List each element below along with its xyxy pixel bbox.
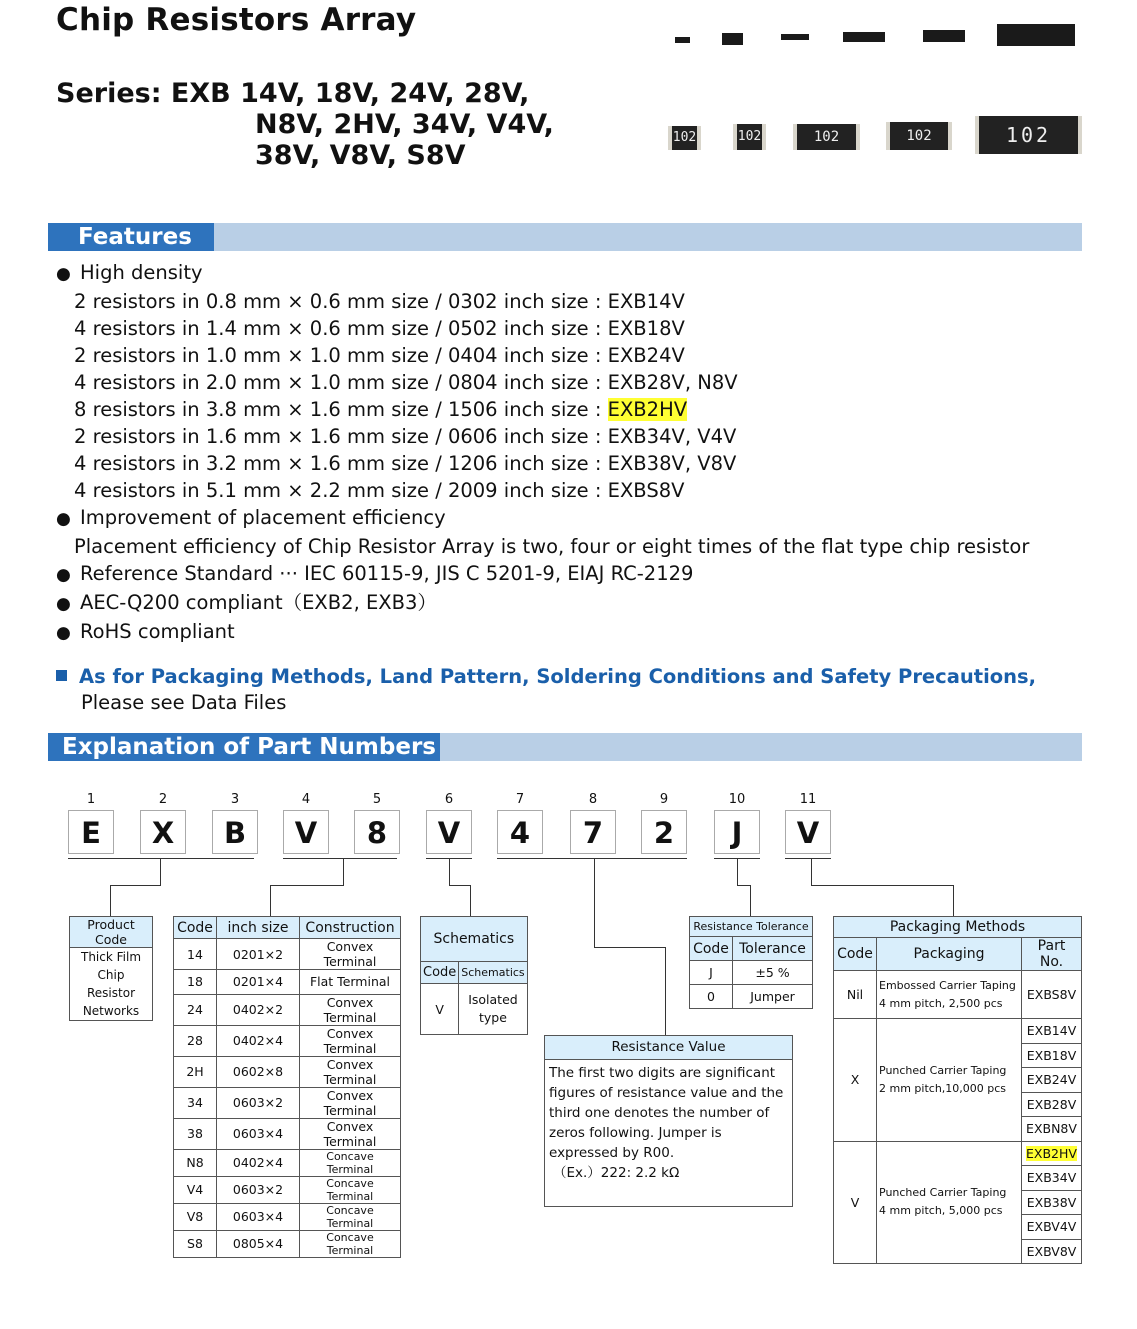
- feature-bullet: ● High density: [56, 259, 1029, 288]
- table-row: [174, 1025, 401, 1056]
- series-line-1: Series: EXB 14V, 18V, 24V, 28V,: [56, 78, 530, 109]
- part-no: EXB28V: [1022, 1092, 1082, 1117]
- size-code: 24: [174, 994, 217, 1025]
- feature-line: 4 resistors in 1.4 mm × 0.6 mm size / 0502 inch size : EXB18V: [74, 317, 685, 340]
- packaging-title: Packaging Methods: [834, 917, 1082, 938]
- inch-size: 0402×2: [217, 994, 300, 1025]
- construction: Convex Terminal: [300, 1118, 401, 1149]
- table-row: [174, 1118, 401, 1149]
- tolerance-value: Jumper: [733, 985, 813, 1009]
- feature-line: 2 resistors in 1.0 mm × 1.0 mm size / 0404 inch size : EXB24V: [74, 344, 685, 367]
- features-heading: Features: [48, 223, 214, 251]
- part-no: EXBV4V: [1022, 1215, 1082, 1240]
- part-char: V: [283, 810, 329, 854]
- tolerance-table: [689, 916, 813, 1009]
- schematic-type: Isolated type: [459, 984, 527, 1035]
- features-list: [56, 259, 1029, 647]
- size-code: 2H: [174, 1056, 217, 1087]
- digit-position: 11: [799, 792, 817, 807]
- feature-bullet: ● Improvement of placement efficiency: [56, 504, 1029, 533]
- inch-size: 0603×4: [217, 1203, 300, 1230]
- part-no: EXB34V: [1022, 1166, 1082, 1191]
- feature-bullet: ● Reference Standard ··· IEC 60115-9, JIS C 5201-9, EIAJ RC-2129: [56, 560, 1029, 589]
- inch-size: 0603×2: [217, 1087, 300, 1118]
- feature-bullet: ● AEC-Q200 compliant（EXB2, EXB3）: [56, 589, 1029, 618]
- chip-photo: [923, 30, 965, 42]
- digit-position: 2: [158, 792, 168, 807]
- tolerance-code: 0: [690, 985, 733, 1009]
- feature-line: 8 resistors in 3.8 mm × 1.6 mm size / 1506 inch size : EXB2HV: [74, 398, 688, 421]
- col-header: Part No.: [1022, 938, 1082, 971]
- part-no: EXB14V: [1022, 1019, 1082, 1044]
- feature-line: 4 resistors in 5.1 mm × 2.2 mm size / 2009 inch size : EXBS8V: [74, 479, 685, 502]
- inch-size: 0805×4: [217, 1230, 300, 1257]
- feature-bullet: ● RoHS compliant: [56, 618, 1029, 647]
- schematics-title: Schematics: [421, 917, 528, 962]
- part-char: 8: [354, 810, 400, 854]
- table-row: [174, 1176, 401, 1203]
- feature-line: 4 resistors in 2.0 mm × 1.0 mm size / 0804 inch size : EXB28V, N8V: [74, 371, 738, 394]
- size-code: 18: [174, 970, 217, 995]
- digit-position: 5: [372, 792, 382, 807]
- col-header: Tolerance: [733, 937, 813, 961]
- chip-photo: [843, 32, 885, 42]
- digit-position: 4: [301, 792, 311, 807]
- part-no: EXB24V: [1022, 1068, 1082, 1093]
- table-row: [174, 970, 401, 995]
- construction: Concave Terminal: [300, 1203, 401, 1230]
- group-underline: [785, 858, 831, 859]
- product-code-table: [69, 916, 153, 1021]
- product-code-header: Product Code: [70, 917, 153, 948]
- page-title: Chip Resistors Array: [56, 2, 417, 38]
- packaging-note: [56, 664, 1036, 716]
- chip-marking: 102: [975, 116, 1082, 154]
- table-row: [174, 1149, 401, 1176]
- schematics-table: [420, 916, 528, 1035]
- part-no: EXBS8V: [1022, 971, 1082, 1019]
- construction: Convex Terminal: [300, 939, 401, 970]
- part-char: 7: [570, 810, 616, 854]
- part-char: X: [140, 810, 186, 854]
- group-underline: [68, 858, 254, 859]
- table-row: [174, 1203, 401, 1230]
- size-code: 14: [174, 939, 217, 970]
- size-code: 28: [174, 1025, 217, 1056]
- chip-photo: [997, 24, 1075, 46]
- feature-line: 4 resistors in 3.2 mm × 1.6 mm size / 1206 inch size : EXB38V, V8V: [74, 452, 737, 475]
- part-char: V: [426, 810, 472, 854]
- construction: Convex Terminal: [300, 1025, 401, 1056]
- part-char: E: [68, 810, 114, 854]
- chip-marking: 102: [733, 124, 766, 150]
- square-bullet-icon: [56, 670, 67, 681]
- table-row: [174, 939, 401, 970]
- construction: Convex Terminal: [300, 1087, 401, 1118]
- packaging-desc: Embossed Carrier Taping 4 mm pitch, 2,500 pcs: [877, 971, 1022, 1019]
- series-list: [56, 78, 554, 171]
- size-code: N8: [174, 1149, 217, 1176]
- size-code: S8: [174, 1230, 217, 1257]
- resistance-value-desc: The first two digits are significant figures of resistance value and the third one denotes the number of zeros following. Jumper is expressed by R00. （Ex.）222: 2.2 kΩ: [549, 1065, 784, 1181]
- digit-position: 9: [659, 792, 669, 807]
- part-no: EXB2HV: [1022, 1141, 1082, 1166]
- col-header: Code: [690, 937, 733, 961]
- resistance-value-title: Resistance Value: [545, 1036, 792, 1060]
- size-code: 38: [174, 1118, 217, 1149]
- inch-size: 0402×4: [217, 1025, 300, 1056]
- series-line-3: 38V, V8V, S8V: [255, 140, 466, 171]
- chip-marking: 102: [668, 126, 701, 150]
- feature-line: 2 resistors in 1.6 mm × 1.6 mm size / 0606 inch size : EXB34V, V4V: [74, 425, 737, 448]
- col-header: Construction: [300, 917, 401, 939]
- col-header: Schematics: [459, 962, 527, 984]
- packaging-code: Nil: [834, 971, 877, 1019]
- part-char: 4: [497, 810, 543, 854]
- col-header: Code: [421, 962, 459, 984]
- feature-line: 2 resistors in 0.8 mm × 0.6 mm size / 0302 inch size : EXB14V: [74, 290, 685, 313]
- digit-position: 6: [444, 792, 454, 807]
- construction: Concave Terminal: [300, 1176, 401, 1203]
- part-no: EXBN8V: [1022, 1117, 1082, 1142]
- product-code-desc: Thick Film Chip Resistor Networks: [70, 948, 153, 1021]
- part-char: J: [714, 810, 760, 854]
- chip-photo: [675, 37, 690, 43]
- construction: Concave Terminal: [300, 1149, 401, 1176]
- construction: Concave Terminal: [300, 1230, 401, 1257]
- size-code: 34: [174, 1087, 217, 1118]
- resistance-value-box: [544, 1035, 793, 1207]
- table-row: [174, 1230, 401, 1257]
- highlighted-part: EXB2HV: [607, 398, 688, 421]
- part-no: EXB18V: [1022, 1043, 1082, 1068]
- construction: Convex Terminal: [300, 1056, 401, 1087]
- inch-size: 0402×4: [217, 1149, 300, 1176]
- col-header: Packaging: [877, 938, 1022, 971]
- tolerance-value: ±5 %: [733, 961, 813, 985]
- packaging-desc: Punched Carrier Taping 4 mm pitch, 5,000 pcs: [877, 1141, 1022, 1264]
- inch-size: 0201×2: [217, 939, 300, 970]
- packaging-table: [833, 916, 1082, 1264]
- part-no: EXBV8V: [1022, 1239, 1082, 1264]
- col-header: Code: [834, 938, 877, 971]
- inch-size: 0201×4: [217, 970, 300, 995]
- part-char: B: [212, 810, 258, 854]
- feature-line: Placement efficiency of Chip Resistor Array is two, four or eight times of the flat type chip resistor: [74, 535, 1030, 558]
- size-table: [173, 916, 401, 1258]
- explanation-section-bar: [48, 733, 1082, 761]
- inch-size: 0602×8: [217, 1056, 300, 1087]
- table-row: [174, 1087, 401, 1118]
- construction: Convex Terminal: [300, 994, 401, 1025]
- group-underline: [283, 858, 397, 859]
- series-line-2: N8V, 2HV, 34V, V4V,: [255, 109, 554, 140]
- chip-photo: [781, 34, 809, 40]
- digit-position: 7: [515, 792, 525, 807]
- digit-position: 10: [728, 792, 746, 807]
- schematic-code: V: [421, 984, 459, 1035]
- part-char: 2: [641, 810, 687, 854]
- digit-position: 3: [230, 792, 240, 807]
- size-code: V4: [174, 1176, 217, 1203]
- size-code: V8: [174, 1203, 217, 1230]
- packaging-note-sub: Please see Data Files: [81, 691, 287, 714]
- table-row: [174, 994, 401, 1025]
- tolerance-code: J: [690, 961, 733, 985]
- chip-marking: 102: [793, 124, 860, 150]
- digit-position: 1: [86, 792, 96, 807]
- construction: Flat Terminal: [300, 970, 401, 995]
- tolerance-title: Resistance Tolerance: [690, 917, 813, 937]
- packaging-note-link[interactable]: As for Packaging Methods, Land Pattern, Soldering Conditions and Safety Precautions,: [79, 665, 1037, 688]
- packaging-desc: Punched Carrier Taping 2 mm pitch,10,000 pcs: [877, 1019, 1022, 1142]
- explanation-heading: Explanation of Part Numbers: [48, 733, 440, 761]
- chip-photo: [722, 33, 743, 45]
- part-no: EXB38V: [1022, 1190, 1082, 1215]
- digit-position: 8: [588, 792, 598, 807]
- inch-size: 0603×2: [217, 1176, 300, 1203]
- inch-size: 0603×4: [217, 1118, 300, 1149]
- part-char: V: [785, 810, 831, 854]
- table-row: [174, 1056, 401, 1087]
- group-underline: [497, 858, 687, 859]
- col-header: Code: [174, 917, 217, 939]
- packaging-code: V: [834, 1141, 877, 1264]
- features-section-bar: [48, 223, 1082, 251]
- packaging-code: X: [834, 1019, 877, 1142]
- chip-marking: 102: [886, 122, 952, 150]
- col-header: inch size: [217, 917, 300, 939]
